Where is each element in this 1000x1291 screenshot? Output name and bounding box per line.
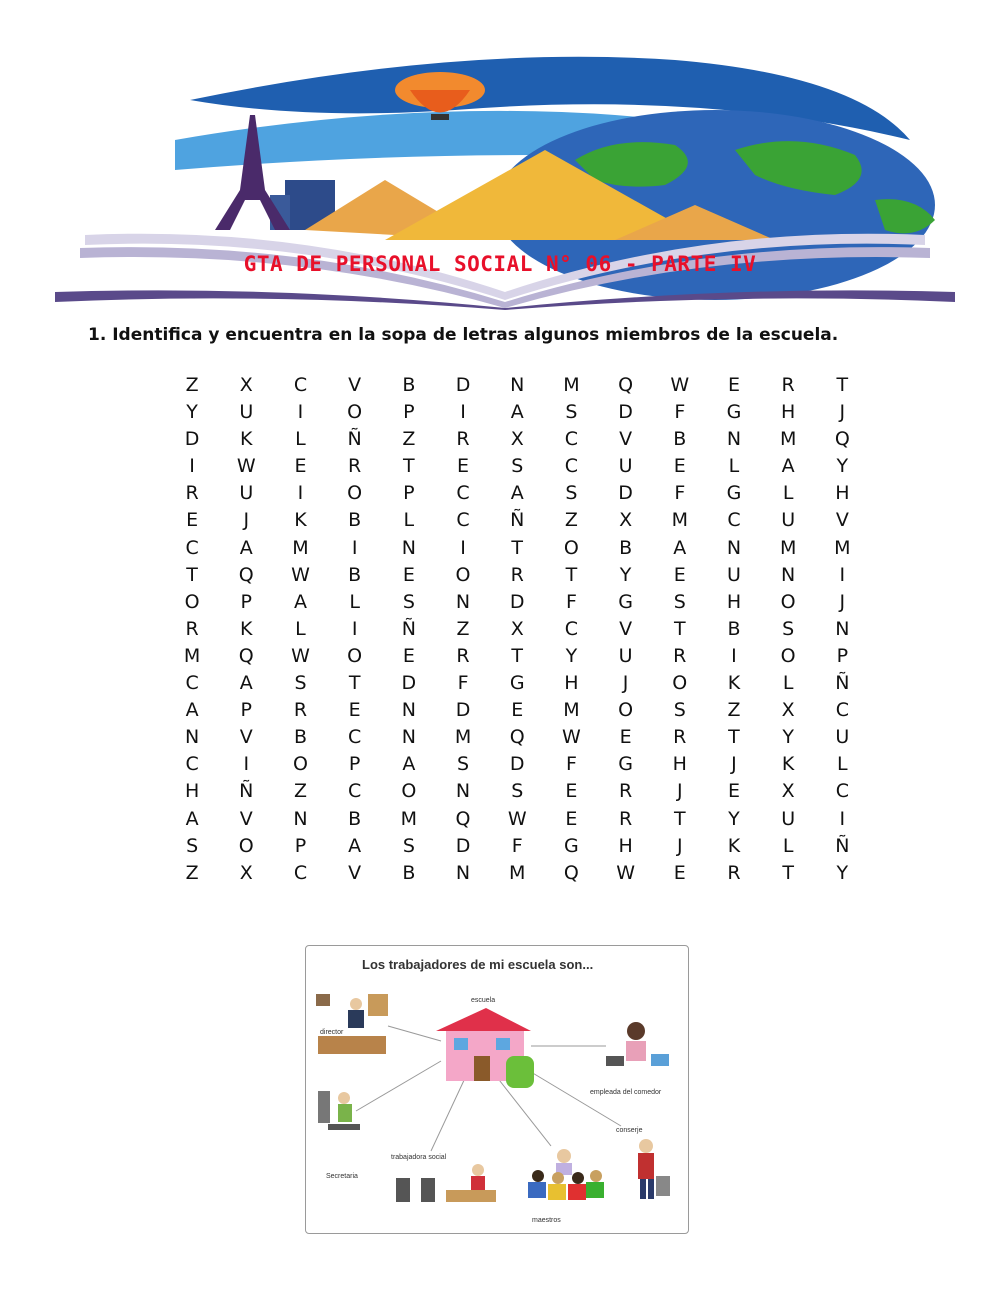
grid-cell[interactable]: L (349, 590, 360, 613)
grid-cell[interactable]: G (618, 753, 633, 776)
grid-cell[interactable]: N (293, 807, 308, 830)
grid-cell[interactable]: O (347, 482, 363, 505)
grid-cell[interactable]: Q (618, 374, 634, 396)
grid-cell[interactable]: S (511, 455, 524, 478)
grid-cell[interactable]: T (673, 807, 686, 830)
grid-cell[interactable]: Y (836, 455, 849, 478)
grid-cell[interactable]: V (348, 374, 362, 396)
grid-cell[interactable]: I (839, 807, 846, 830)
grid-cell[interactable]: B (727, 617, 741, 640)
grid-cell[interactable]: E (402, 563, 415, 586)
grid-cell[interactable]: I (297, 401, 304, 424)
grid-cell[interactable]: A (673, 536, 687, 559)
grid-cell[interactable]: Y (186, 401, 198, 424)
grid-cell[interactable]: I (839, 563, 846, 586)
grid-cell[interactable]: W (616, 861, 635, 884)
grid-cell[interactable]: L (728, 455, 740, 478)
grid-cell[interactable]: F (565, 590, 577, 613)
grid-cell[interactable]: I (731, 644, 737, 667)
grid-cell[interactable]: E (727, 780, 740, 803)
grid-cell[interactable]: R (456, 428, 470, 451)
grid-cell[interactable]: D (401, 672, 417, 695)
grid-row (165, 697, 869, 724)
grid-cell[interactable]: U (239, 482, 254, 505)
grid-cell[interactable]: L (295, 617, 306, 640)
maestros-icon (528, 1149, 604, 1224)
grid-cell[interactable]: Q (238, 563, 254, 586)
grid-cell[interactable]: V (619, 617, 633, 640)
grid-cell[interactable]: J (622, 672, 629, 695)
grid-cell[interactable]: S (673, 590, 686, 613)
grid-cell[interactable]: U (618, 644, 633, 667)
grid-cell[interactable]: H (726, 590, 742, 613)
grid-cell[interactable]: S (294, 672, 307, 695)
grid-cell[interactable]: R (673, 644, 687, 667)
grid-cell[interactable]: M (779, 536, 797, 559)
grid-cell[interactable]: G (564, 834, 579, 857)
grid-cell[interactable]: D (455, 699, 471, 722)
grid-cell[interactable]: C (348, 780, 362, 803)
grid-cell[interactable]: P (403, 482, 415, 505)
grid-cell[interactable]: P (836, 644, 849, 667)
grid-cell[interactable]: H (781, 401, 796, 424)
grid-cell[interactable]: R (618, 807, 633, 830)
grid-row (165, 453, 869, 480)
grid-cell[interactable]: U (618, 455, 633, 478)
grid-cell[interactable]: P (240, 590, 253, 613)
grid-cell[interactable]: J (839, 590, 846, 613)
grid-cell[interactable]: E (565, 780, 578, 803)
grid-cell[interactable]: U (781, 509, 796, 532)
grid-cell[interactable]: B (293, 726, 307, 749)
grid-cell[interactable]: O (347, 401, 363, 424)
grid-cell[interactable]: E (673, 455, 686, 478)
grid-cell[interactable]: R (673, 726, 687, 749)
svg-text:Secretaria: Secretaria (326, 1173, 358, 1180)
word-search-grid (165, 372, 869, 887)
grid-row (165, 724, 869, 751)
grid-cell[interactable]: F (511, 834, 523, 857)
grid-cell[interactable]: O (238, 834, 254, 857)
grid-cell[interactable]: P (240, 699, 253, 722)
grid-cell[interactable]: V (619, 428, 633, 451)
grid-cell[interactable]: W (236, 455, 256, 478)
grid-cell[interactable]: B (348, 563, 362, 586)
grid-cell[interactable]: F (565, 753, 577, 776)
grid-cell[interactable]: Y (728, 807, 740, 830)
grid-cell[interactable]: M (671, 509, 688, 532)
grid-cell[interactable]: N (510, 374, 525, 396)
grid-cell[interactable]: N (455, 590, 471, 613)
grid-cell[interactable]: M (183, 644, 201, 667)
grid-cell[interactable]: A (781, 455, 795, 478)
grid-cell[interactable]: S (186, 834, 199, 857)
grid-cell[interactable]: F (674, 401, 686, 424)
grid-cell[interactable]: M (563, 374, 580, 396)
grid-cell[interactable]: V (239, 726, 253, 749)
grid-cell[interactable]: R (727, 861, 741, 884)
grid-cell[interactable]: L (295, 428, 306, 451)
grid-row (165, 562, 869, 589)
grid-cell[interactable]: A (510, 482, 524, 505)
grid-cell[interactable]: T (511, 536, 524, 559)
grid-cell[interactable]: I (297, 482, 304, 505)
svg-text:maestros: maestros (532, 1217, 561, 1224)
grid-cell[interactable]: X (510, 428, 524, 451)
grid-cell[interactable]: E (565, 807, 578, 830)
grid-cell[interactable]: C (456, 482, 470, 505)
grid-cell[interactable]: O (672, 672, 688, 695)
grid-cell[interactable]: Y (836, 861, 849, 884)
grid-cell[interactable]: E (348, 699, 361, 722)
grid-cell[interactable]: N (835, 617, 850, 640)
grid-cell[interactable]: C (456, 509, 470, 532)
grid-cell[interactable]: L (837, 753, 848, 776)
grid-cell[interactable]: Ñ (347, 428, 362, 451)
grid-row (165, 399, 869, 426)
grid-cell[interactable]: A (185, 699, 199, 722)
grid-cell[interactable]: R (510, 563, 524, 586)
grid-cell[interactable]: G (618, 590, 633, 613)
grid-cell[interactable]: N (184, 726, 200, 749)
grid-cell[interactable]: T (186, 563, 198, 586)
grid-cell[interactable]: Ñ (510, 509, 525, 532)
grid-cell[interactable]: O (780, 644, 796, 667)
grid-row (165, 426, 869, 453)
grid-cell[interactable]: A (239, 672, 253, 695)
grid-cell[interactable]: O (292, 753, 308, 776)
grid-cell[interactable]: B (402, 374, 416, 396)
grid-cell[interactable]: M (509, 861, 526, 884)
grid-cell[interactable]: E (457, 455, 470, 478)
grid-cell[interactable]: D (455, 374, 471, 396)
instruction-text: 1. Identifica y encuentra en la sopa de letras algunos miembros de la escuela. (88, 325, 839, 345)
grid-cell[interactable]: W (507, 807, 527, 830)
grid-cell[interactable]: C (348, 726, 362, 749)
svg-text:trabajadora social: trabajadora social (391, 1154, 447, 1161)
grid-cell[interactable]: L (403, 509, 415, 532)
grid-cell[interactable]: Q (238, 644, 254, 667)
grid-cell[interactable]: N (726, 428, 742, 451)
grid-cell[interactable]: U (727, 563, 741, 586)
grid-row (165, 833, 869, 860)
grid-cell[interactable]: X (510, 617, 524, 640)
grid-cell[interactable]: G (509, 672, 525, 695)
grid-row (165, 372, 869, 399)
grid-cell[interactable]: E (727, 374, 740, 396)
grid-cell[interactable]: Z (402, 428, 416, 451)
grid-cell[interactable]: T (565, 563, 578, 586)
grid-cell[interactable]: B (673, 428, 687, 451)
grid-cell[interactable]: N (401, 536, 416, 559)
school-house-icon (436, 997, 534, 1088)
illustration-title: Los trabajadores de mi escuela son... (362, 957, 594, 972)
grid-cell[interactable]: V (835, 509, 849, 532)
grid-row (165, 535, 869, 562)
grid-row (165, 589, 869, 616)
grid-row (165, 778, 869, 805)
grid-cell[interactable]: P (348, 753, 361, 776)
grid-cell[interactable]: G (726, 482, 742, 505)
grid-cell[interactable]: W (562, 726, 581, 749)
grid-cell[interactable]: Z (727, 699, 741, 722)
grid-cell[interactable]: Q (834, 428, 850, 451)
grid-row (165, 616, 869, 643)
grid-cell[interactable]: W (291, 563, 310, 586)
grid-cell[interactable]: I (460, 536, 466, 559)
grid-cell[interactable]: M (779, 428, 797, 451)
grid-cell[interactable]: T (673, 617, 686, 640)
grid-cell[interactable]: T (836, 374, 849, 396)
grid-cell[interactable]: S (511, 780, 524, 803)
grid-cell[interactable]: C (293, 861, 308, 884)
grid-cell[interactable]: T (728, 726, 740, 749)
grid-cell[interactable]: Y (619, 563, 632, 586)
grid-cell[interactable]: P (294, 834, 307, 857)
grid-cell[interactable]: N (401, 699, 416, 722)
grid-cell[interactable]: Z (293, 780, 307, 803)
grid-cell[interactable]: J (731, 753, 737, 776)
grid-cell[interactable]: N (781, 563, 796, 586)
grid-row (165, 507, 869, 534)
grid-cell[interactable]: Ñ (239, 780, 254, 803)
grid-cell[interactable]: X (619, 509, 633, 532)
grid-cell[interactable]: V (348, 861, 362, 884)
grid-cell[interactable]: J (676, 780, 683, 803)
grid-cell[interactable]: J (839, 401, 846, 424)
grid-cell[interactable]: Ñ (401, 617, 416, 640)
grid-cell[interactable]: F (674, 482, 686, 505)
grid-cell[interactable]: S (782, 617, 795, 640)
grid-cell[interactable]: T (511, 644, 524, 667)
worksheet-title: GTA DE PERSONAL SOCIAL N° 06 - PARTE IV (243, 252, 757, 276)
svg-text:empleada del comedor: empleada del comedor (590, 1089, 662, 1096)
grid-cell[interactable]: D (509, 590, 525, 613)
grid-cell[interactable]: K (294, 509, 307, 532)
grid-cell[interactable]: E (511, 699, 524, 722)
grid-row (165, 806, 869, 833)
grid-cell[interactable]: D (618, 401, 633, 424)
grid-cell[interactable]: Y (782, 726, 794, 749)
grid-cell[interactable]: Z (185, 374, 199, 396)
grid-cell[interactable]: R (293, 699, 308, 722)
grid-cell[interactable]: S (673, 699, 686, 722)
grid-cell[interactable]: N (401, 726, 416, 749)
grid-cell[interactable]: C (564, 455, 579, 478)
grid-cell[interactable]: E (619, 726, 632, 749)
grid-cell[interactable]: B (619, 536, 633, 559)
grid-cell[interactable]: L (782, 482, 794, 505)
grid-cell[interactable]: Ñ (835, 834, 850, 857)
grid-cell[interactable]: Z (456, 617, 470, 640)
school-workers-illustration (305, 945, 689, 1234)
grid-cell[interactable]: K (727, 834, 741, 857)
grid-cell[interactable]: K (781, 753, 795, 776)
grid-cell[interactable]: O (401, 780, 417, 803)
grid-cell[interactable]: T (782, 861, 794, 884)
grid-cell[interactable]: A (293, 590, 307, 613)
grid-cell[interactable]: I (351, 617, 358, 640)
grid-cell[interactable]: E (673, 861, 686, 884)
grid-cell[interactable]: R (348, 455, 362, 478)
grid-cell[interactable]: C (727, 509, 741, 532)
grid-cell[interactable]: R (456, 644, 470, 667)
grid-cell[interactable]: K (727, 672, 741, 695)
svg-text:conserje: conserje (616, 1127, 643, 1134)
grid-cell[interactable]: U (781, 807, 796, 830)
grid-cell[interactable]: N (726, 536, 742, 559)
svg-text:escuela: escuela (471, 997, 496, 1004)
grid-cell[interactable]: E (673, 563, 686, 586)
grid-cell[interactable]: H (672, 753, 687, 776)
grid-cell[interactable]: A (185, 807, 199, 830)
grid-cell[interactable]: H (835, 482, 850, 505)
grid-cell[interactable]: D (509, 753, 525, 776)
grid-cell[interactable]: S (402, 590, 415, 613)
secretaria-icon (318, 1091, 360, 1180)
grid-cell[interactable]: S (402, 834, 415, 857)
grid-cell[interactable]: I (460, 401, 466, 424)
grid-cell[interactable]: S (565, 482, 578, 505)
grid-cell[interactable]: V (239, 807, 253, 830)
grid-cell[interactable]: R (618, 780, 633, 803)
grid-row (165, 643, 869, 670)
conserje-icon (616, 1127, 670, 1199)
grid-cell[interactable]: B (402, 861, 416, 884)
grid-cell[interactable]: O (618, 699, 634, 722)
grid-cell[interactable]: R (185, 617, 199, 640)
grid-cell[interactable]: C (564, 428, 579, 451)
grid-cell[interactable]: C (564, 617, 579, 640)
grid-cell[interactable]: H (618, 834, 633, 857)
grid-cell[interactable]: F (457, 672, 469, 695)
grid-cell[interactable]: A (239, 536, 253, 559)
grid-cell[interactable]: M (454, 726, 472, 749)
grid-cell[interactable]: T (348, 672, 361, 695)
grid-cell[interactable]: C (835, 699, 849, 722)
grid-cell[interactable]: J (243, 509, 250, 532)
grid-cell[interactable]: W (670, 374, 690, 396)
grid-cell[interactable]: A (348, 834, 362, 857)
grid-cell[interactable]: C (185, 672, 199, 695)
grid-cell[interactable]: P (403, 401, 415, 424)
grid-cell[interactable]: A (510, 401, 524, 424)
grid-cell[interactable]: C (185, 753, 199, 776)
grid-cell[interactable]: Ñ (835, 672, 850, 695)
grid-cell[interactable]: O (780, 590, 796, 613)
grid-cell[interactable]: A (402, 753, 416, 776)
grid-cell[interactable]: B (348, 509, 362, 532)
grid-cell[interactable]: E (402, 644, 415, 667)
grid-cell[interactable]: Q (509, 726, 525, 749)
grid-cell[interactable]: O (347, 644, 363, 667)
grid-cell[interactable]: C (185, 536, 199, 559)
director-icon (316, 994, 388, 1054)
grid-cell[interactable]: B (348, 807, 362, 830)
grid-cell[interactable]: Y (565, 644, 578, 667)
grid-cell[interactable]: N (455, 780, 471, 803)
grid-cell[interactable]: X (239, 861, 253, 884)
svg-text:director: director (320, 1029, 344, 1036)
grid-cell[interactable]: W (291, 644, 310, 667)
grid-cell[interactable]: Q (563, 861, 579, 884)
grid-cell[interactable]: O (184, 590, 200, 613)
grid-cell[interactable]: X (781, 699, 795, 722)
grid-cell[interactable]: L (782, 672, 794, 695)
grid-cell[interactable]: H (184, 780, 200, 803)
grid-cell[interactable]: U (239, 401, 254, 424)
grid-cell[interactable]: S (457, 753, 470, 776)
grid-cell[interactable]: M (834, 536, 851, 559)
grid-cell[interactable]: X (781, 780, 795, 803)
grid-cell[interactable]: E (294, 455, 307, 478)
grid-cell[interactable]: K (240, 428, 253, 451)
grid-cell[interactable]: I (351, 536, 358, 559)
grid-cell[interactable]: U (835, 726, 850, 749)
grid-cell[interactable]: R (781, 374, 795, 396)
grid-row (165, 860, 869, 887)
grid-cell[interactable]: Q (455, 807, 471, 830)
grid-cell[interactable]: H (564, 672, 579, 695)
grid-cell[interactable]: D (184, 428, 200, 451)
grid-cell[interactable]: D (618, 482, 633, 505)
grid-cell[interactable]: M (400, 807, 418, 830)
grid-cell[interactable]: M (563, 699, 580, 722)
grid-cell[interactable]: O (563, 536, 579, 559)
grid-cell[interactable]: Z (564, 509, 578, 532)
grid-cell[interactable]: G (726, 401, 742, 424)
grid-cell[interactable]: I (189, 455, 195, 478)
grid-cell[interactable]: E (186, 509, 199, 532)
grid-cell[interactable]: X (239, 374, 253, 396)
grid-cell[interactable]: K (240, 617, 253, 640)
empleada-comedor-icon (590, 1022, 669, 1096)
grid-cell[interactable]: C (293, 374, 308, 396)
grid-cell[interactable]: R (185, 482, 199, 505)
grid-row (165, 670, 869, 697)
grid-cell[interactable]: N (455, 861, 471, 884)
grid-cell[interactable]: S (565, 401, 578, 424)
grid-cell[interactable]: O (455, 563, 471, 586)
grid-cell[interactable]: J (676, 834, 683, 857)
grid-cell[interactable]: M (292, 536, 309, 559)
grid-cell[interactable]: Z (185, 861, 199, 884)
grid-row (165, 751, 869, 778)
grid-cell[interactable]: L (782, 834, 794, 857)
grid-cell[interactable]: I (243, 753, 250, 776)
grid-cell[interactable]: C (835, 780, 849, 803)
grid-cell[interactable]: T (403, 455, 415, 478)
grid-row (165, 480, 869, 507)
trabajadora-social-icon (391, 1154, 496, 1202)
grid-cell[interactable]: D (455, 834, 471, 857)
